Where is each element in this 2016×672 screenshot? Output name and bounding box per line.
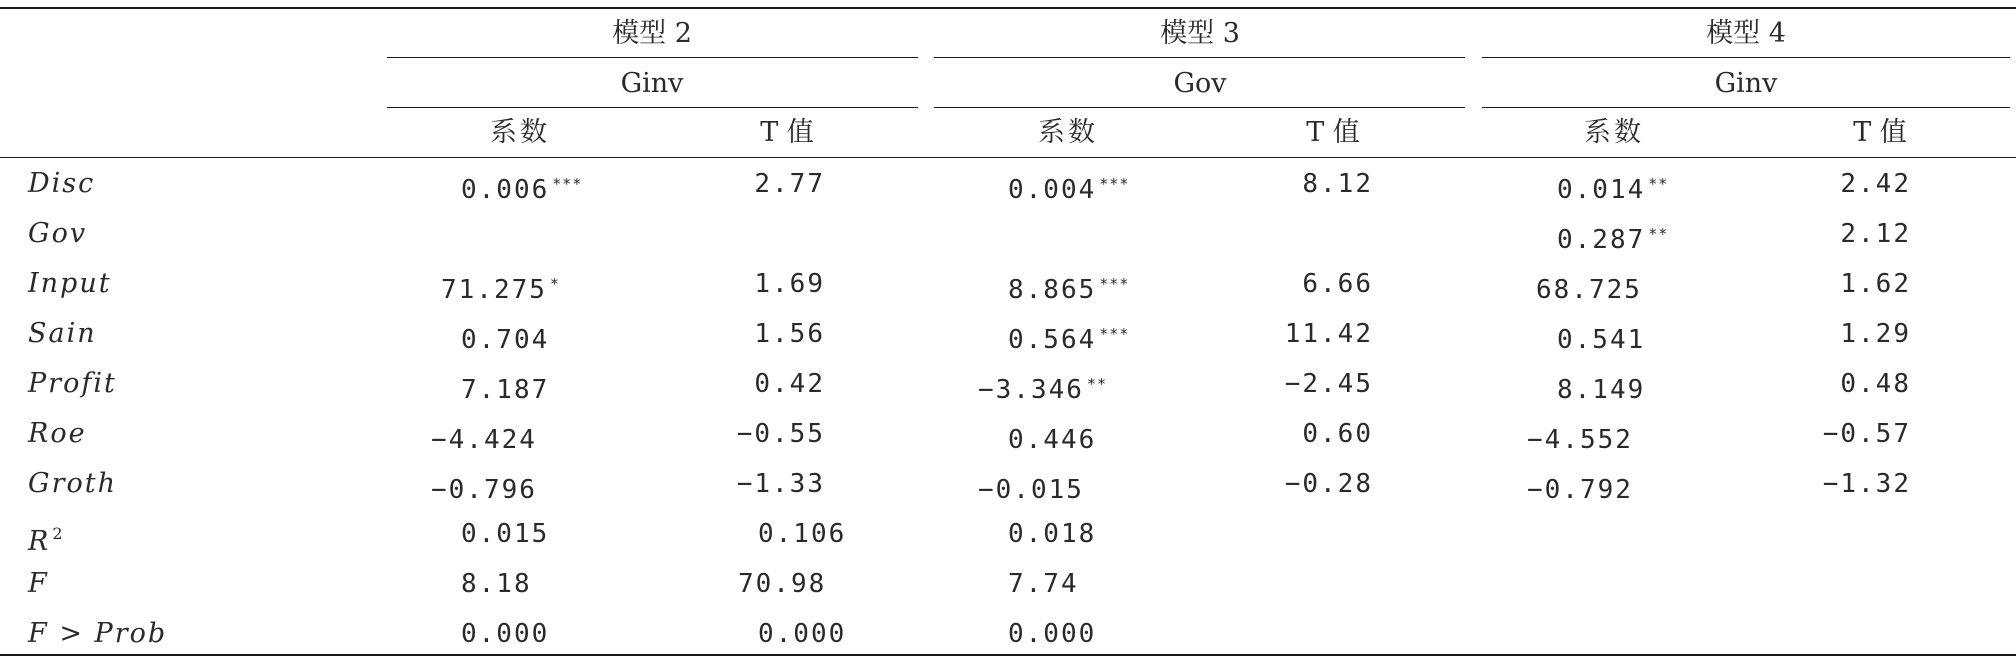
cell-value: −0.796 [431, 475, 537, 505]
significance-stars: ** [1648, 175, 1669, 193]
dependent-var-model-2: Ginv [620, 68, 684, 99]
model-3-underline [934, 57, 1465, 58]
t-model-4: −1.32 [1822, 469, 1911, 499]
cell-value: 68.725 [1536, 275, 1642, 305]
cell-value: 8.149 [1557, 375, 1646, 405]
table-bottom-rule [0, 654, 2016, 656]
row-label-f-prob: F > Prob [28, 618, 168, 649]
stat-value-1: 0.015 [461, 519, 550, 549]
stat-value-3: 7.74 [1008, 569, 1079, 599]
significance-stars: * [549, 275, 560, 293]
cell-value: 0.014 [1557, 175, 1646, 205]
t-model-2: −1.33 [736, 469, 825, 499]
cell-value: 0.287 [1557, 225, 1646, 255]
cell-value: 0.541 [1557, 325, 1646, 355]
stat-value-3: 0.000 [1008, 619, 1097, 649]
coef-model-3 [1008, 268, 1129, 306]
coef-model-2 [431, 418, 540, 456]
significance-stars: *** [552, 175, 583, 193]
row-label-profit: Profit [28, 368, 117, 399]
coef-header-model-4: 系数 [1584, 117, 1644, 148]
coef-model-3 [1008, 218, 1011, 256]
t-model-4: 2.12 [1840, 219, 1911, 249]
coef-model-4 [1557, 168, 1668, 206]
model-4-header: 模型 4 [1706, 18, 1786, 49]
model-3-header: 模型 3 [1160, 18, 1240, 49]
dependent-3-underline [934, 107, 1465, 108]
stat-value-2: 0.000 [758, 619, 847, 649]
significance-stars: *** [1099, 325, 1130, 343]
dependent-2-underline [387, 107, 918, 108]
coef-model-2 [461, 168, 582, 206]
t-model-4: 1.62 [1840, 269, 1911, 299]
t-model-2: 1.69 [754, 269, 825, 299]
row-label-sain: Sain [28, 318, 97, 349]
stat-value-1: 0.000 [461, 619, 550, 649]
dependent-4-underline [1482, 107, 2010, 108]
coef-model-4 [1536, 268, 1645, 306]
cell-value: 71.275 [441, 275, 547, 305]
t-model-4: 0.48 [1840, 369, 1911, 399]
cell-value: 0.446 [1008, 425, 1097, 455]
cell-value: 0.704 [461, 325, 550, 355]
significance-stars: *** [1099, 175, 1130, 193]
model-4-underline [1482, 57, 2010, 58]
coef-model-4 [1527, 418, 1636, 456]
cell-value: 0.006 [461, 175, 550, 205]
header-bottom-rule [0, 157, 2016, 158]
t-model-2: 2.77 [754, 169, 825, 199]
stat-value-2: 70.98 [738, 569, 827, 599]
t-model-3: 11.42 [1284, 319, 1373, 349]
coef-model-2 [441, 268, 560, 306]
coef-model-4 [1557, 368, 1648, 406]
t-header-model-2: T 值 [760, 117, 814, 148]
cell-value: 0.564 [1008, 325, 1097, 355]
row-label-disc: Disc [28, 168, 96, 199]
coef-model-4 [1557, 218, 1668, 256]
coef-header-model-2: 系数 [490, 117, 550, 148]
table-top-rule [0, 7, 2016, 9]
row-label-r-squared [28, 518, 65, 558]
row-label-groth: Groth [28, 468, 117, 499]
stat-value-3: 0.018 [1008, 519, 1097, 549]
model-2-header: 模型 2 [612, 18, 692, 49]
dependent-var-model-3: Gov [1173, 68, 1227, 99]
coef-model-3 [1008, 318, 1129, 356]
cell-value: 0.004 [1008, 175, 1097, 205]
t-model-3: 8.12 [1302, 169, 1373, 199]
coef-model-2 [461, 368, 552, 406]
cell-value: −0.792 [1527, 475, 1633, 505]
t-model-4: −0.57 [1822, 419, 1911, 449]
coef-header-model-3: 系数 [1038, 117, 1098, 148]
cell-value: 8.865 [1008, 275, 1097, 305]
cell-value: −4.552 [1527, 425, 1633, 455]
t-model-4: 1.29 [1840, 319, 1911, 349]
cell-value: 7.187 [461, 375, 550, 405]
coef-model-2 [431, 468, 540, 506]
coef-model-4 [1557, 318, 1648, 356]
model-2-underline [387, 57, 918, 58]
coef-model-3 [978, 368, 1107, 406]
stat-value-1: 8.18 [461, 569, 532, 599]
coef-model-3 [1008, 418, 1099, 456]
superscript: 2 [52, 524, 65, 543]
t-header-model-3: T 值 [1306, 117, 1360, 148]
t-header-model-4: T 值 [1853, 117, 1907, 148]
significance-stars: ** [1648, 225, 1669, 243]
cell-value: −4.424 [431, 425, 537, 455]
row-label-roe: Roe [28, 418, 87, 449]
coef-model-2 [461, 218, 464, 256]
t-model-2: −0.55 [736, 419, 825, 449]
t-model-2: 0.42 [754, 369, 825, 399]
coef-model-4 [1527, 468, 1636, 506]
t-model-3: −2.45 [1284, 369, 1373, 399]
t-model-3: 0.60 [1302, 419, 1373, 449]
coef-model-3 [978, 468, 1087, 506]
stat-value-2: 0.106 [758, 519, 847, 549]
row-label-input: Input [28, 268, 112, 299]
row-label-gov: Gov [28, 218, 88, 249]
dependent-var-model-4: Ginv [1714, 68, 1778, 99]
row-label-f: F [28, 568, 49, 599]
coef-model-2 [461, 318, 552, 356]
t-model-2: 1.56 [754, 319, 825, 349]
significance-stars: ** [1086, 375, 1107, 393]
t-model-4: 2.42 [1840, 169, 1911, 199]
coef-model-3 [1008, 168, 1129, 206]
cell-value: −3.346 [978, 375, 1084, 405]
cell-value: −0.015 [978, 475, 1084, 505]
stat-name: R [28, 526, 51, 557]
significance-stars: *** [1099, 275, 1130, 293]
t-model-3: −0.28 [1284, 469, 1373, 499]
t-model-3: 6.66 [1302, 269, 1373, 299]
